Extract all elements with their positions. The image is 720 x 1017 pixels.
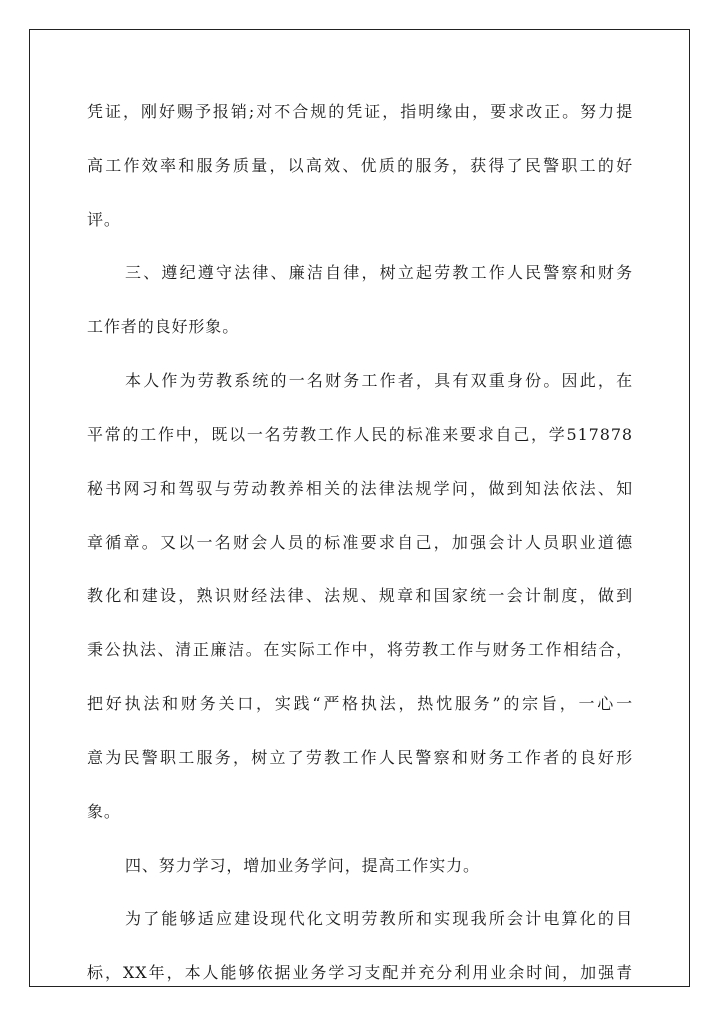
text-line: 凭证，刚好赐予报销;对不合规的凭证，指明缘由，要求改正。努力提 bbox=[87, 102, 633, 121]
text-line: 高工作效率和服务质量，以高效、优质的服务，获得了民警职工的好 bbox=[87, 155, 633, 175]
document-body bbox=[87, 94, 633, 1009]
text-line: 评。 bbox=[87, 209, 121, 229]
text-line: 章循章。又以一名财会人员的标准要求自己，加强会计人员职业道德 bbox=[87, 532, 633, 552]
text-line: 标，XX年，本人能够依据业务学习支配并充分利用业余时间，加强青 bbox=[87, 963, 633, 983]
text-line: 工作者的良好形象。 bbox=[87, 317, 240, 337]
section-heading-line: 三、遵纪遵守法律、廉洁自律，树立起劳教工作人民警察和财务 bbox=[125, 263, 633, 283]
section-heading-line: 四、努力学习，增加业务学问，提高工作实力。 bbox=[125, 855, 480, 875]
text-line: 意为民警职工服务，树立了劳教工作人民警察和财务工作者的良好形 bbox=[87, 747, 633, 767]
paragraph-first-line: 本人作为劳教系统的一名财务工作者，具有双重身份。因此，在 bbox=[125, 371, 633, 391]
text-line: 教化和建设，熟识财经法律、法规、规章和国家统一会计制度，做到 bbox=[87, 586, 633, 606]
text-line: 秉公执法、清正廉洁。在实际工作中，将劳教工作与财务工作相结合， bbox=[87, 640, 633, 660]
text-line: 秘书网习和驾驭与劳动教养相关的法律法规学问，做到知法依法、知 bbox=[87, 478, 633, 498]
text-line: 象。 bbox=[87, 801, 121, 821]
text-line: 把好执法和财务关口，实践“严格执法，热忱服务”的宗旨，一心一 bbox=[87, 694, 633, 714]
paragraph-first-line: 为了能够适应建设现代化文明劳教所和实现我所会计电算化的目 bbox=[125, 909, 633, 929]
text-line: 平常的工作中，既以一名劳教工作人民的标准来要求自己，学517878 bbox=[87, 424, 633, 444]
